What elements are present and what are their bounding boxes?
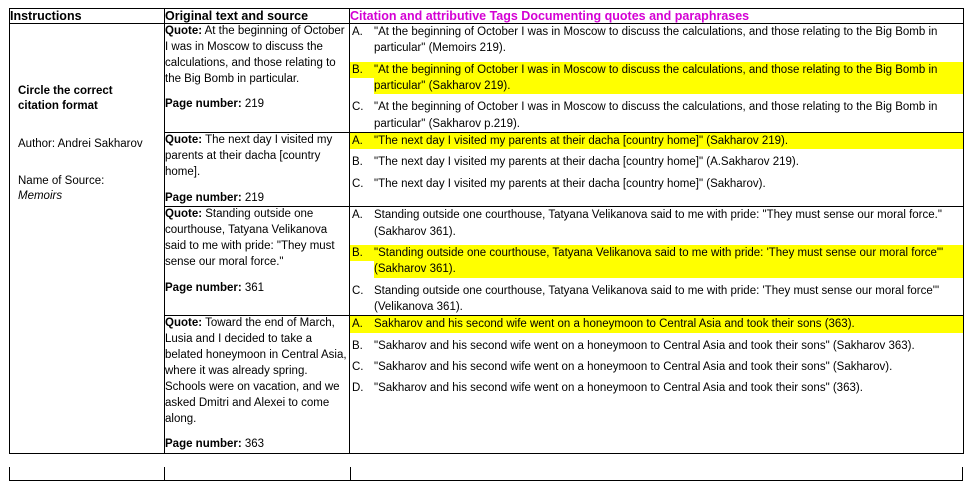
source-cell (165, 207, 350, 316)
option-text[interactable]: "The next day I visited my parents at their dacha [country home]" (A.Sakharov 219). (374, 156, 799, 169)
column-header-source: Original text and source (165, 9, 350, 24)
quote-block (165, 316, 349, 427)
page-number-value: 363 (244, 438, 265, 451)
option-text[interactable]: "Sakharov and his second wife went on a honeymoon to Central Asia and took their sons" (Sakharov). (374, 361, 893, 374)
instructions-author: Author: Andrei Sakharov (18, 137, 143, 150)
option-text[interactable]: "Standing outside one courthouse, Tatyana Velikanova said to me with pride: 'They must sense our moral force'" (Sakharov 361). (374, 245, 963, 278)
citation-worksheet-table (9, 8, 964, 454)
source-cell (165, 24, 350, 133)
option-text[interactable]: "At the beginning of October I was in Moscow to discuss the calculations, and those relating to the Big Bomb in particular" (Sakharov p.219). (374, 101, 938, 130)
quote-text: The next day I visited my parents at their dacha [country home]. (165, 133, 333, 178)
page-number-label: Page number: (165, 281, 242, 294)
option-letter[interactable]: C. (352, 101, 364, 114)
option-letter[interactable]: C. (352, 177, 364, 190)
spacer (18, 152, 156, 174)
option-row[interactable] (350, 283, 963, 316)
quote-block (165, 207, 349, 270)
quote-block (165, 133, 349, 181)
option-row[interactable] (350, 99, 963, 132)
column-header-instructions: Instructions (10, 9, 165, 24)
option-letter[interactable]: A. (352, 26, 363, 38)
option-text[interactable]: "Sakharov and his second wife went on a honeymoon to Central Asia and took their sons" (363). (374, 382, 863, 395)
instructions-source-label: Name of Source: (18, 174, 105, 187)
quote-block (165, 24, 349, 87)
options-cell (350, 132, 964, 206)
option-text[interactable]: "The next day I visited my parents at their dacha [country home]" (Sakharov). (374, 177, 766, 190)
option-row[interactable] (350, 176, 963, 192)
page-number-label: Page number: (165, 191, 242, 204)
option-letter[interactable]: B. (352, 339, 363, 352)
option-row[interactable] (350, 380, 963, 396)
option-text[interactable]: "At the beginning of October I was in Moscow to discuss the calculations, and those relating to the Big Bomb in particular" (Memoirs 219). (374, 26, 938, 55)
column-divider (164, 467, 165, 480)
option-letter[interactable]: D. (352, 382, 364, 395)
page-number-value: 361 (244, 281, 265, 294)
quote-label: Quote: (165, 25, 203, 37)
column-header-tags: Citation and attributive Tags Documenting quotes and paraphrases (350, 9, 964, 24)
option-letter[interactable]: A. (350, 316, 374, 332)
option-text[interactable]: Standing outside one courthouse, Tatyana Velikanova said to me with pride: 'They must sense our moral force'" (Velikanova 361). (374, 284, 940, 314)
option-row[interactable] (350, 359, 963, 375)
page-number-label: Page number: (165, 98, 242, 111)
option-text[interactable]: Sakharov and his second wife went on a honeymoon to Central Asia and took their sons (363). (374, 316, 963, 332)
table-bottom-continuation (9, 467, 963, 481)
option-text[interactable]: "Sakharov and his second wife went on a honeymoon to Central Asia and took their sons" (Sakharov 363). (374, 339, 915, 352)
option-letter[interactable]: A. (352, 209, 363, 222)
instructions-cell (10, 24, 165, 454)
instructions-title: Circle the correct citation format (18, 85, 113, 113)
quote-text: Toward the end of March, Lusia and I decided to take a belated honeymoon in Central Asia, where it was already spring. Schools were on vacation, and we asked Dmitri and Alexei to come along. (165, 317, 347, 425)
option-letter[interactable]: C. (352, 361, 364, 374)
quote-text: Standing outside one courthouse, Tatyana Velikanova said to me with pride: "They must sense our moral force." (165, 208, 335, 268)
option-text[interactable]: "At the beginning of October I was in Moscow to discuss the calculations, and those relating to the Big Bomb in particular" (Sakharov 219). (374, 62, 963, 95)
options-cell (350, 316, 964, 454)
option-letter[interactable]: B. (350, 245, 374, 261)
quote-label: Quote: (165, 317, 203, 330)
page-number (165, 281, 349, 297)
page-number (165, 191, 349, 207)
option-letter[interactable]: B. (350, 62, 374, 78)
options-cell (350, 24, 964, 133)
option-row[interactable] (350, 338, 963, 354)
option-row[interactable] (350, 245, 963, 278)
option-row[interactable] (350, 207, 963, 240)
page-number (165, 437, 349, 453)
option-letter[interactable]: A. (350, 133, 374, 149)
page-number-value: 219 (244, 98, 265, 111)
option-letter[interactable]: C. (352, 284, 364, 297)
column-divider (350, 467, 351, 480)
page-number-label: Page number: (165, 438, 242, 451)
options-cell (350, 207, 964, 316)
option-row[interactable] (350, 316, 963, 332)
option-text[interactable]: Standing outside one courthouse, Tatyana Velikanova said to me with pride: "They must sense our moral force." (Sakharov 361). (374, 209, 942, 238)
option-row[interactable] (350, 62, 963, 95)
instructions-source-name: Memoirs (18, 190, 63, 203)
page-number (165, 97, 349, 113)
table-header-row (10, 9, 964, 24)
source-cell (165, 132, 350, 206)
option-text[interactable]: "The next day I visited my parents at their dacha [country home]" (Sakharov 219). (374, 133, 963, 149)
page-number-value: 219 (244, 191, 265, 204)
spacer (18, 115, 156, 137)
table-row (10, 24, 964, 133)
option-row[interactable] (350, 133, 963, 149)
option-row[interactable] (350, 154, 963, 170)
quote-label: Quote: (165, 208, 203, 221)
option-letter[interactable]: B. (352, 156, 363, 169)
quote-label: Quote: (165, 133, 203, 146)
source-cell (165, 316, 350, 454)
quote-text: At the beginning of October I was in Moscow to discuss the calculations, and those relating to the Big Bomb in particular. (165, 25, 345, 85)
option-row[interactable] (350, 24, 963, 57)
